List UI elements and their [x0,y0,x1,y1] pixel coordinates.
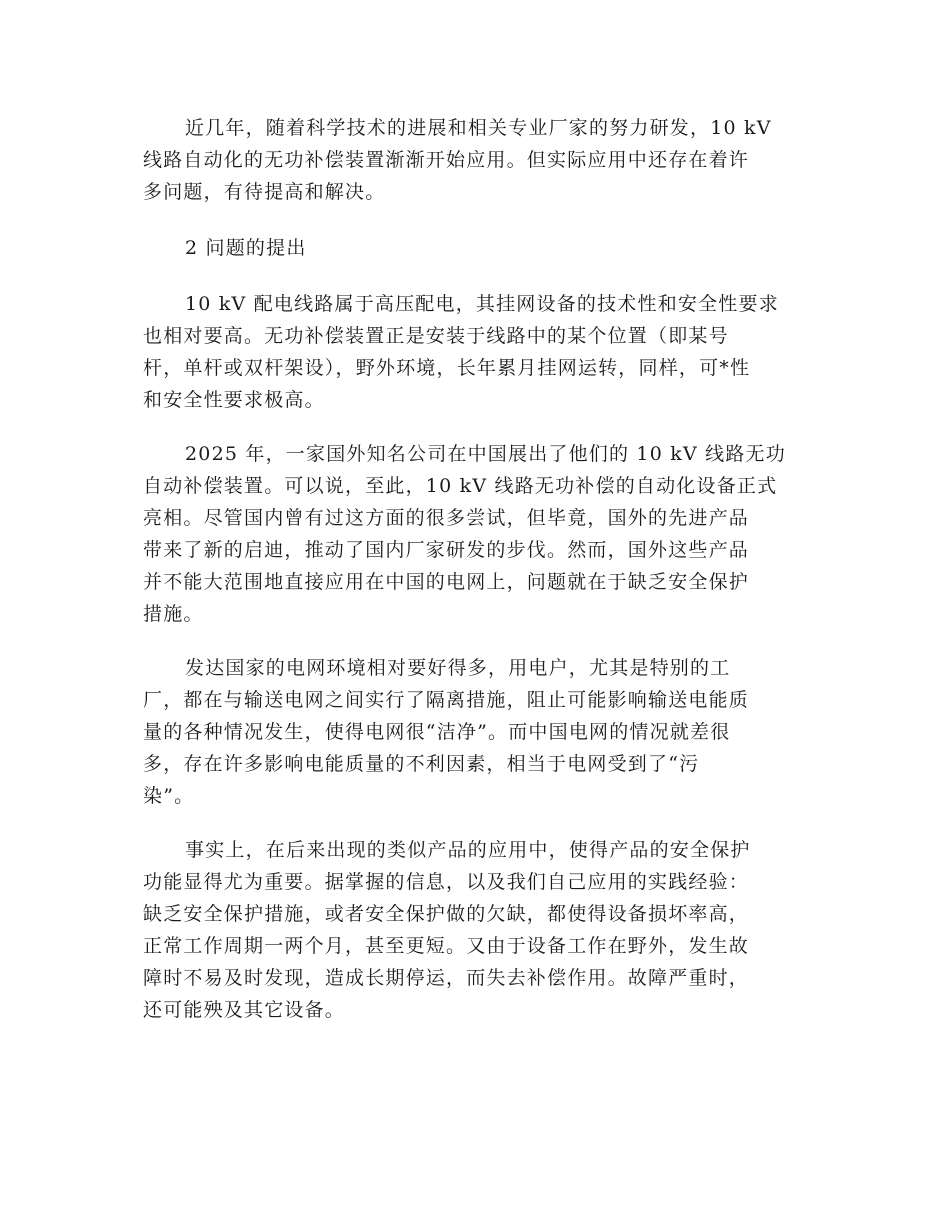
paragraph-safety-protection [143,834,813,1026]
text-line: 功能显得尤为重要。据掌握的信息，以及我们自己应用的实践经验： [143,871,750,893]
text-line: 自动补偿装置。可以说，至此，10 kV 线路无功补偿的自动化设备正式 [143,475,778,497]
text-line: 发达国家的电网环境相对要好得多，用电户，尤其是特别的工 [185,657,731,679]
text-line: 正常工作周期一两个月，甚至更短。又由于设备工作在野外，发生故 [143,935,750,957]
text-line: 还可能殃及其它设备。 [143,999,346,1021]
text-line: 缺乏安全保护措施，或者安全保护做的欠缺，都使得设备损坏率高， [143,903,750,925]
text-line: 2025 年，一家国外知名公司在中国展出了他们的 10 kV 线路无功 [185,443,786,465]
paragraph-foreign-product [143,438,813,630]
text-line: 近几年，随着科学技术的进展和相关专业厂家的努力研发，10 kV [185,117,772,139]
text-line: 染”。 [143,785,195,807]
text-line: 障时不易及时发现，造成长期停运，而失去补偿作用。故障严重时， [143,967,750,989]
paragraph-distribution-line [143,288,813,416]
text-line: 10 kV 配电线路属于高压配电，其挂网设备的技术性和安全性要求 [185,293,779,315]
text-line: 杆，单杆或双杆架设），野外环境，长年累月挂网运转，同样，可*性 [143,357,751,379]
text-line: 和安全性要求极高。 [143,389,325,411]
text-line: 多问题，有待提高和解决。 [143,181,386,203]
text-line: 也相对要高。无功补偿装置正是安装于线路中的某个位置（即某号 [143,325,729,347]
text-line: 并不能大范围地直接应用在中国的电网上，问题就在于缺乏安全保护 [143,571,750,593]
document-page [143,112,813,1026]
section-heading [143,232,813,264]
text-line: 措施。 [143,603,204,625]
paragraph-grid-environment [143,652,813,812]
text-line: 亮相。尽管国内曾有过这方面的很多尝试，但毕竟，国外的先进产品 [143,507,750,529]
text-line: 多，存在许多影响电能质量的不利因素，相当于电网受到了“污 [143,753,700,775]
text-line: 事实上，在后来出现的类似产品的应用中，使得产品的安全保护 [185,839,751,861]
text-line: 厂，都在与输送电网之间实行了隔离措施，阻止可能影响输送电能质 [143,689,750,711]
text-line: 带来了新的启迪，推动了国内厂家研发的步伐。然而，国外这些产品 [143,539,750,561]
text-line: 线路自动化的无功补偿装置渐渐开始应用。但实际应用中还存在着许 [143,149,750,171]
section-heading-text: 2 问题的提出 [185,237,307,259]
paragraph-intro [143,112,813,208]
text-line: 量的各种情况发生，使得电网很“洁净”。而中国电网的情况就差很 [143,721,731,743]
